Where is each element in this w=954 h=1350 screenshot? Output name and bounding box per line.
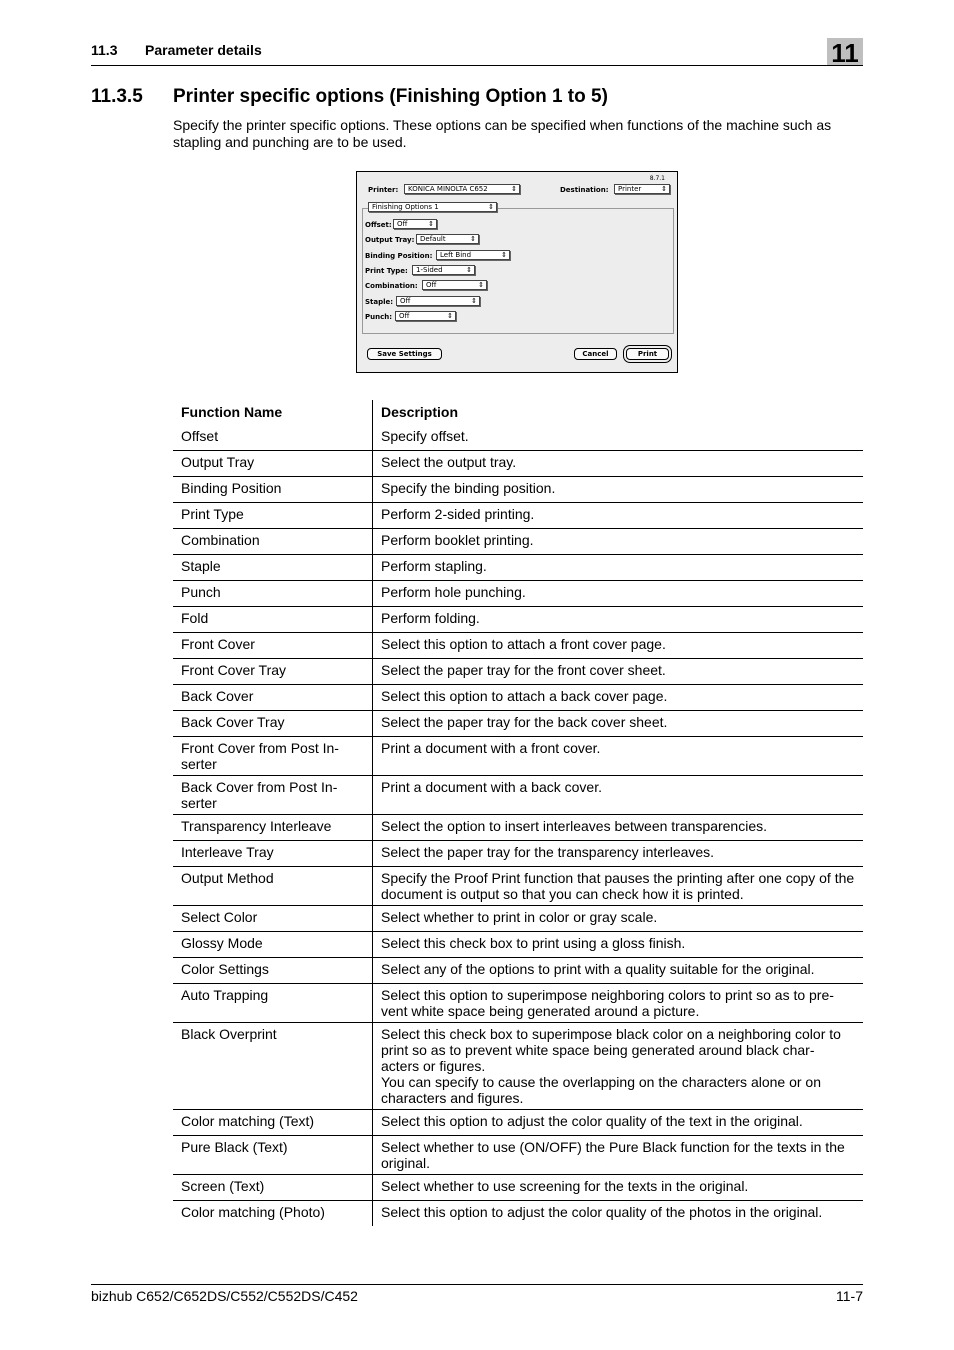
function-name-cell: Binding Position — [173, 477, 373, 503]
table-header-row — [173, 400, 863, 425]
function-name-cell: Staple — [173, 555, 373, 581]
table-row — [173, 984, 863, 1023]
description-cell: Select this option to adjust the color quality of the photos in the original. — [381, 1204, 823, 1220]
table-row — [173, 815, 863, 841]
function-name-cell: Glossy Mode — [173, 932, 373, 958]
binding-position-value: Left Bind — [440, 251, 472, 259]
function-name-cell: Front Cover from Post In- serter — [173, 737, 373, 776]
function-name-cell: Back Cover — [173, 685, 373, 711]
panel-select[interactable] — [368, 202, 497, 212]
model-name: bizhub C652/C652DS/C552/C552DS/C452 — [91, 1288, 358, 1304]
select-arrows-icon: ⇕ — [471, 297, 477, 305]
staple-select[interactable] — [396, 296, 480, 306]
description-cell: Perform 2-sided printing. — [381, 506, 535, 522]
select-arrows-icon: ⇕ — [501, 251, 507, 259]
offset-select[interactable] — [393, 219, 437, 229]
combination-select[interactable] — [422, 280, 487, 290]
description-cell: Specify offset. — [381, 428, 469, 444]
description-cell: Select the output tray. — [381, 454, 517, 470]
print-button[interactable]: Print — [626, 348, 669, 360]
function-name-cell: Front Cover — [173, 633, 373, 659]
binding-position-label: Binding Position: — [365, 252, 433, 260]
offset-value: Off — [397, 220, 408, 228]
staple-label: Staple: — [365, 298, 394, 306]
combination-label: Combination: — [365, 282, 418, 290]
table-row — [173, 958, 863, 984]
column-header-function: Function Name — [173, 400, 373, 425]
select-arrows-icon: ⇕ — [511, 185, 517, 193]
description-cell: Select any of the options to print with a quality suitable for the original. — [381, 961, 815, 977]
function-name-cell: Interleave Tray — [173, 841, 373, 867]
section-title: Parameter details — [145, 42, 262, 58]
table-row — [173, 477, 863, 503]
function-name-cell: Output Tray — [173, 451, 373, 477]
function-name-cell: Screen (Text) — [173, 1175, 373, 1201]
select-arrows-icon: ⇕ — [470, 235, 476, 243]
description-cell: Select the paper tray for the transparency interleaves. — [381, 844, 715, 860]
cancel-button[interactable]: Cancel — [574, 348, 617, 360]
panel-select-value: Finishing Options 1 — [372, 203, 439, 211]
table-row — [173, 841, 863, 867]
column-header-description: Description — [381, 404, 459, 420]
description-cell: Select this check box to superimpose black color on a neighboring color to print so as to prevent white space being generated around black char- acters or figures. You can specify to cause the overlapping on the characters alone or on characters and figures. — [381, 1026, 841, 1106]
table-row — [173, 1201, 863, 1227]
offset-label: Offset: — [365, 221, 392, 229]
function-name-cell: Color matching (Text) — [173, 1110, 373, 1136]
dialog-version: 8.7.1 — [649, 175, 665, 182]
description-cell: Select this option to attach a back cover page. — [381, 688, 668, 704]
table-row — [173, 711, 863, 737]
page-number: 11-7 — [836, 1288, 863, 1304]
function-name-cell: Color matching (Photo) — [173, 1201, 373, 1227]
title-text: Printer specific options (Finishing Option 1 to 5) — [173, 86, 608, 107]
description-cell: Perform stapling. — [381, 558, 487, 574]
staple-value: Off — [400, 297, 411, 305]
save-settings-button[interactable]: Save Settings — [367, 348, 442, 360]
function-name-cell: Output Method — [173, 867, 373, 906]
table-row — [173, 685, 863, 711]
table-row — [173, 425, 863, 451]
table-row — [173, 906, 863, 932]
function-name-cell: Print Type — [173, 503, 373, 529]
description-cell: Perform folding. — [381, 610, 480, 626]
table-row — [173, 776, 863, 815]
combination-value: Off — [426, 281, 437, 289]
output-tray-label: Output Tray: — [365, 236, 415, 244]
function-name-cell: Transparency Interleave — [173, 815, 373, 841]
function-name-cell: Back Cover Tray — [173, 711, 373, 737]
select-arrows-icon: ⇕ — [478, 281, 484, 289]
table-row — [173, 633, 863, 659]
page-title — [91, 86, 608, 108]
title-number: 11.3.5 — [91, 86, 143, 107]
printer-select[interactable] — [404, 184, 520, 194]
description-cell: Select whether to print in color or gray scale. — [381, 909, 658, 925]
description-cell: Select the option to insert interleaves between transparencies. — [381, 818, 768, 834]
table-row — [173, 1110, 863, 1136]
function-name-cell: Back Cover from Post In- serter — [173, 776, 373, 815]
table-row — [173, 1136, 863, 1175]
description-cell: Select the paper tray for the front cover sheet. — [381, 662, 666, 678]
select-arrows-icon: ⇕ — [488, 203, 494, 211]
function-name-cell: Offset — [173, 425, 373, 451]
function-name-cell: Front Cover Tray — [173, 659, 373, 685]
intro-paragraph: Specify the printer specific options. These options can be specified when functions of the machine such as stapling and punching are to be used. — [173, 117, 832, 150]
table-row — [173, 451, 863, 477]
page-footer — [91, 1284, 863, 1304]
description-cell: Specify the Proof Print function that pauses the printing after one copy of the document is output so that you can check how it is printed. — [381, 870, 855, 902]
print-type-value: 1-Sided — [416, 266, 443, 274]
table-row — [173, 932, 863, 958]
description-cell: Select whether to use (ON/OFF) the Pure Black function for the texts in the original. — [381, 1139, 845, 1171]
destination-select-value: Printer — [618, 185, 642, 193]
function-name-cell: Auto Trapping — [173, 984, 373, 1023]
destination-select[interactable] — [614, 184, 670, 194]
description-cell: Select whether to use screening for the texts in the original. — [381, 1178, 749, 1194]
table-row — [173, 1023, 863, 1110]
table-row — [173, 867, 863, 906]
function-name-cell: Select Color — [173, 906, 373, 932]
function-name-cell: Punch — [173, 581, 373, 607]
description-cell: Select this option to superimpose neighboring colors to print so as to pre- vent white space being generated around a picture. — [381, 987, 834, 1019]
table-row — [173, 1175, 863, 1201]
description-cell: Select the paper tray for the back cover sheet. — [381, 714, 668, 730]
function-name-cell: Black Overprint — [173, 1023, 373, 1110]
table-row — [173, 607, 863, 633]
output-tray-select[interactable] — [416, 234, 479, 244]
description-cell: Perform hole punching. — [381, 584, 526, 600]
destination-label: Destination: — [560, 186, 609, 194]
select-arrows-icon: ⇕ — [428, 220, 434, 228]
table-row — [173, 737, 863, 776]
chapter-badge: 11 — [827, 38, 863, 65]
punch-label: Punch: — [365, 313, 393, 321]
function-name-cell: Color Settings — [173, 958, 373, 984]
table-row — [173, 581, 863, 607]
select-arrows-icon: ⇕ — [661, 185, 667, 193]
table-body — [173, 425, 863, 1226]
punch-select[interactable] — [395, 311, 456, 321]
select-arrows-icon: ⇕ — [466, 266, 472, 274]
description-cell: Select this option to adjust the color quality of the text in the original. — [381, 1113, 803, 1129]
table-row — [173, 659, 863, 685]
description-cell: Print a document with a back cover. — [381, 779, 602, 795]
function-name-cell: Combination — [173, 529, 373, 555]
binding-position-select[interactable] — [436, 250, 510, 260]
print-dialog-screenshot — [356, 171, 678, 373]
printer-select-value: KONICA MINOLTA C652 — [408, 185, 488, 193]
print-type-select[interactable] — [412, 265, 475, 275]
table-row — [173, 503, 863, 529]
section-heading — [91, 42, 262, 58]
description-cell: Select this check box to print using a gloss finish. — [381, 935, 686, 951]
description-cell: Perform booklet printing. — [381, 532, 534, 548]
output-tray-value: Default — [420, 235, 446, 243]
function-name-cell: Fold — [173, 607, 373, 633]
section-number: 11.3 — [91, 42, 118, 58]
print-type-label: Print Type: — [365, 267, 408, 275]
description-cell: Select this option to attach a front cover page. — [381, 636, 666, 652]
table-row — [173, 529, 863, 555]
table-row — [173, 555, 863, 581]
parameter-table — [173, 400, 863, 1226]
function-name-cell: Pure Black (Text) — [173, 1136, 373, 1175]
running-header — [91, 38, 863, 66]
description-cell: Print a document with a front cover. — [381, 740, 601, 756]
description-cell: Specify the binding position. — [381, 480, 556, 496]
select-arrows-icon: ⇕ — [447, 312, 453, 320]
printer-label: Printer: — [368, 186, 399, 194]
punch-value: Off — [399, 312, 410, 320]
